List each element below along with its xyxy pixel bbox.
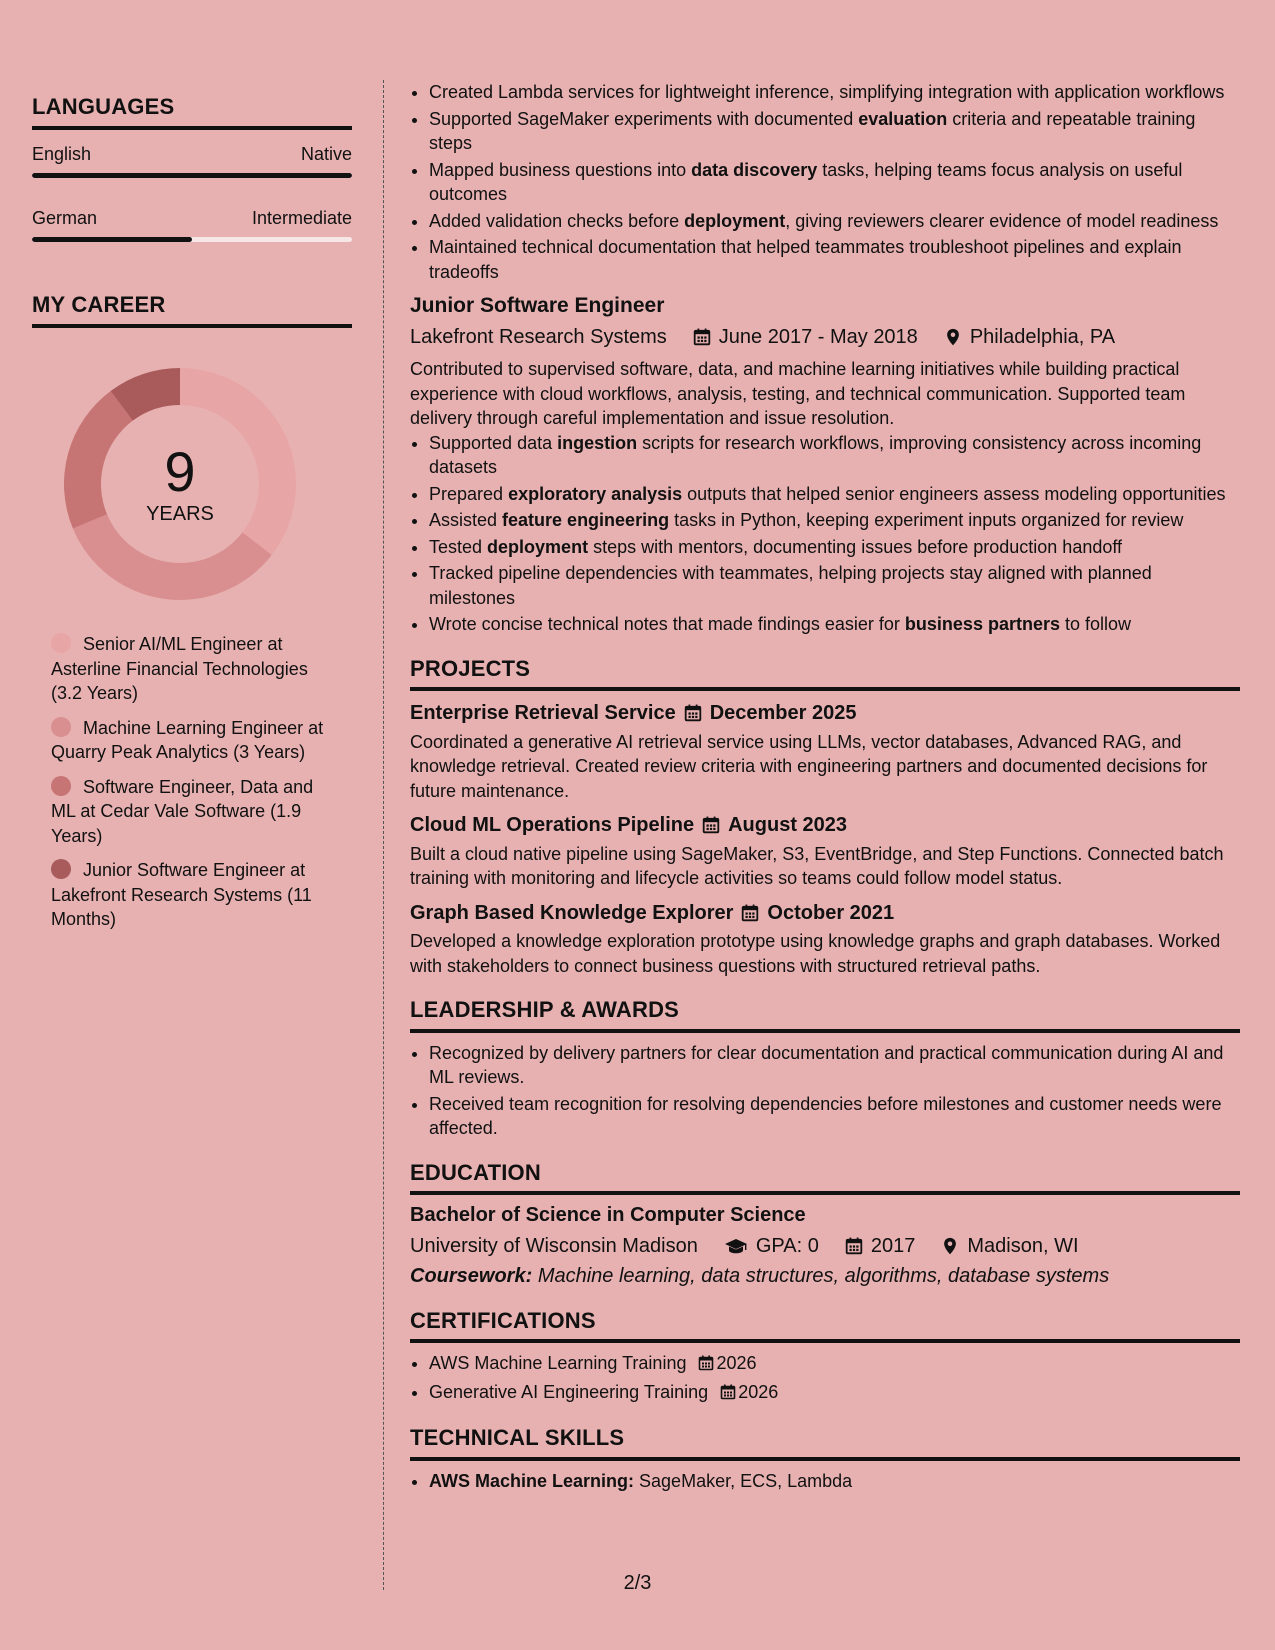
bullet-item: • Added validation checks before deployment, giving reviewers clearer evidence of model readiness — [429, 209, 1240, 234]
education-degree: Bachelor of Science in Computer Science — [410, 1204, 806, 1226]
column-divider — [383, 80, 384, 1590]
bullet-item: • Tracked pipeline dependencies with teammates, helping projects stay aligned with planned milestones — [429, 561, 1240, 610]
project-date: October 2021 — [767, 901, 895, 924]
education-year: 2017 — [870, 1234, 916, 1257]
job-location: Philadelphia, PA — [969, 325, 1116, 348]
project-date: August 2023 — [728, 814, 848, 836]
education-school: University of Wisconsin Madison — [410, 1234, 698, 1257]
legend-label: Software Engineer, Data and ML at Cedar Vale Software (1.9 Years) — [51, 776, 314, 846]
calendar-icon — [684, 704, 702, 722]
language-level-fill — [32, 237, 192, 242]
career-donut-chart — [64, 368, 296, 600]
project-title-row — [410, 701, 1240, 726]
language-row — [32, 208, 352, 229]
certification-name: Generative AI Engineering Training — [429, 1381, 709, 1402]
left-column — [32, 80, 352, 942]
legend-color-dot — [51, 717, 71, 737]
projects-title: PROJECTS — [410, 657, 1240, 692]
legend-label: Senior AI/ML Engineer at Asterline Financial Technologies (3.2 Years) — [51, 634, 308, 703]
certification-item — [429, 1351, 1240, 1378]
bullet-item: • Created Lambda services for lightweight inference, simplifying integration with application workflows — [429, 80, 1240, 105]
calendar-icon — [698, 1355, 714, 1371]
bold-keyword: data discovery — [691, 159, 818, 180]
job-company: Lakefront Research Systems — [410, 325, 667, 348]
legend-color-dot — [51, 776, 71, 796]
language-name: German — [32, 208, 98, 228]
previous-job-bullets — [410, 80, 1240, 284]
calendar-icon — [702, 816, 720, 834]
project-name: Graph Based Knowledge Explorer — [410, 901, 734, 924]
coursework-text: Machine learning, data structures, algorithms, database systems — [537, 1265, 1110, 1287]
right-column — [410, 80, 1240, 1495]
leadership-item: • Received team recognition for resolving dependencies before milestones and customer needs were affected. — [429, 1092, 1240, 1141]
career-legend-item — [51, 775, 331, 849]
project-description: Built a cloud native pipeline using SageMaker, S3, EventBridge, and Step Functions. Connected batch training with monitoring and lifecycle activities so teams could follow model status. — [410, 843, 1224, 888]
bullet-item: • Wrote concise technical notes that made findings easier for business partners to follow — [429, 612, 1240, 637]
skill-label: AWS Machine Learning: — [429, 1470, 635, 1491]
bold-keyword: ingestion — [557, 432, 638, 453]
job-bullets — [410, 431, 1240, 637]
bold-keyword: business partners — [904, 614, 1060, 634]
language-row — [32, 144, 352, 165]
project-name: Cloud ML Operations Pipeline — [410, 814, 695, 836]
bullet-item: • Supported SageMaker experiments with documented evaluation criteria and repeatable training steps — [429, 107, 1240, 156]
calendar-icon — [702, 816, 720, 834]
legend-color-dot — [51, 633, 71, 653]
skill-item — [429, 1469, 1240, 1494]
job-title: Junior Software Engineer — [410, 294, 665, 317]
career-total-unit: YEARS — [146, 502, 214, 525]
skills-title: TECHNICAL SKILLS — [410, 1426, 1240, 1461]
skills-list — [410, 1469, 1240, 1494]
job-dates: June 2017 - May 2018 — [718, 325, 918, 348]
language-level-fill — [32, 173, 352, 178]
language-name: English — [32, 144, 92, 164]
job-description: Contributed to supervised software, data, and machine learning initiatives while building practical experience with cloud workflows, analysis, testing, and technical communication. Supported team delivery through careful implementation and issue resolution. — [410, 359, 1186, 428]
education-coursework — [410, 1264, 1240, 1289]
project-description: Coordinated a generative AI retrieval service using LLMs, vector databases, Advanced RAG, and knowledge retrieval. Created review criteria with engineering partners and documented decisions for future maintenance. — [410, 731, 1208, 801]
coursework-label: Coursework: — [410, 1265, 533, 1287]
languages-title: LANGUAGES — [32, 94, 352, 130]
education-section — [410, 1161, 1240, 1289]
location-pin-icon — [941, 1237, 959, 1255]
career-legend-item — [51, 858, 331, 932]
career-legend-item — [51, 716, 331, 765]
career-legend — [51, 632, 331, 932]
legend-label: Machine Learning Engineer at Quarry Peak Analytics (3 Years) — [51, 717, 324, 762]
projects-list — [410, 701, 1240, 978]
certification-year: 2026 — [716, 1353, 757, 1373]
bullet-item: • Mapped business questions into data discovery tasks, helping teams focus analysis on useful outcomes — [429, 158, 1240, 207]
page-number: 2/3 — [623, 1572, 652, 1594]
education-meta — [410, 1234, 1240, 1259]
languages-list — [32, 144, 352, 242]
project-date: December 2025 — [709, 702, 857, 724]
calendar-icon — [684, 704, 702, 722]
leadership-section — [410, 998, 1240, 1141]
bullet-item: • Maintained technical documentation that helped teammates troubleshoot pipelines and explain tradeoffs — [429, 235, 1240, 284]
certification-year: 2026 — [738, 1381, 779, 1402]
location-pin-icon — [944, 328, 962, 346]
calendar-icon — [693, 328, 711, 346]
language-level: Native — [300, 144, 352, 164]
career-total-years: 9 — [164, 439, 196, 503]
certification-name: AWS Machine Learning Training — [429, 1353, 687, 1373]
bullet-item: • Tested deployment steps with mentors, documenting issues before production handoff — [429, 535, 1240, 560]
calendar-icon — [741, 904, 759, 922]
certifications-list — [410, 1351, 1240, 1406]
career-title: MY CAREER — [32, 292, 352, 328]
bullet-item: • Prepared exploratory analysis outputs that helped senior engineers assess modeling opportunities — [429, 482, 1240, 507]
leadership-list — [410, 1041, 1240, 1141]
certifications-section — [410, 1309, 1240, 1407]
leadership-title: LEADERSHIP & AWARDS — [410, 998, 1240, 1033]
language-level: Intermediate — [251, 208, 352, 228]
calendar-icon — [845, 1237, 863, 1255]
education-gpa: GPA: 0 — [755, 1234, 819, 1257]
donut-center — [64, 368, 296, 600]
graduation-cap-icon — [724, 1237, 748, 1255]
calendar-icon — [720, 1384, 736, 1400]
education-location: Madison, WI — [967, 1234, 1079, 1257]
calendar-icon — [741, 904, 759, 922]
certification-item — [429, 1380, 1240, 1407]
certifications-title: CERTIFICATIONS — [410, 1309, 1240, 1344]
project-title-row — [410, 813, 1240, 838]
bold-keyword: exploratory analysis — [508, 483, 683, 504]
legend-color-dot — [51, 859, 71, 879]
career-legend-item — [51, 632, 331, 706]
project-name: Enterprise Retrieval Service — [410, 702, 676, 724]
projects-section — [410, 657, 1240, 979]
bold-keyword: deployment — [684, 210, 786, 231]
calendar-icon — [720, 1382, 736, 1407]
leadership-item: • Recognized by delivery partners for clear documentation and practical communication during AI and ML reviews. — [429, 1041, 1240, 1090]
project-description: Developed a knowledge exploration prototype using knowledge graphs and graph databases. Worked with stakeholders to connect business questions with structured retrieval paths. — [410, 931, 1221, 976]
bullet-item: • Supported data ingestion scripts for research workflows, improving consistency across incoming datasets — [429, 431, 1240, 480]
project-title-row — [410, 901, 1240, 926]
bold-keyword: feature engineering — [502, 510, 670, 530]
job-meta — [410, 325, 1240, 350]
language-level-bar — [32, 237, 352, 242]
bold-keyword: evaluation — [858, 108, 948, 129]
legend-label: Junior Software Engineer at Lakefront Research Systems (11 Months) — [51, 860, 312, 929]
bold-keyword: deployment — [487, 536, 589, 557]
calendar-icon — [698, 1353, 714, 1378]
education-title: EDUCATION — [410, 1161, 1240, 1196]
bullet-item: • Assisted feature engineering tasks in Python, keeping experiment inputs organized for review — [429, 508, 1240, 533]
skills-section — [410, 1426, 1240, 1493]
language-level-bar — [32, 173, 352, 178]
skill-value: SageMaker, ECS, Lambda — [634, 1470, 853, 1491]
